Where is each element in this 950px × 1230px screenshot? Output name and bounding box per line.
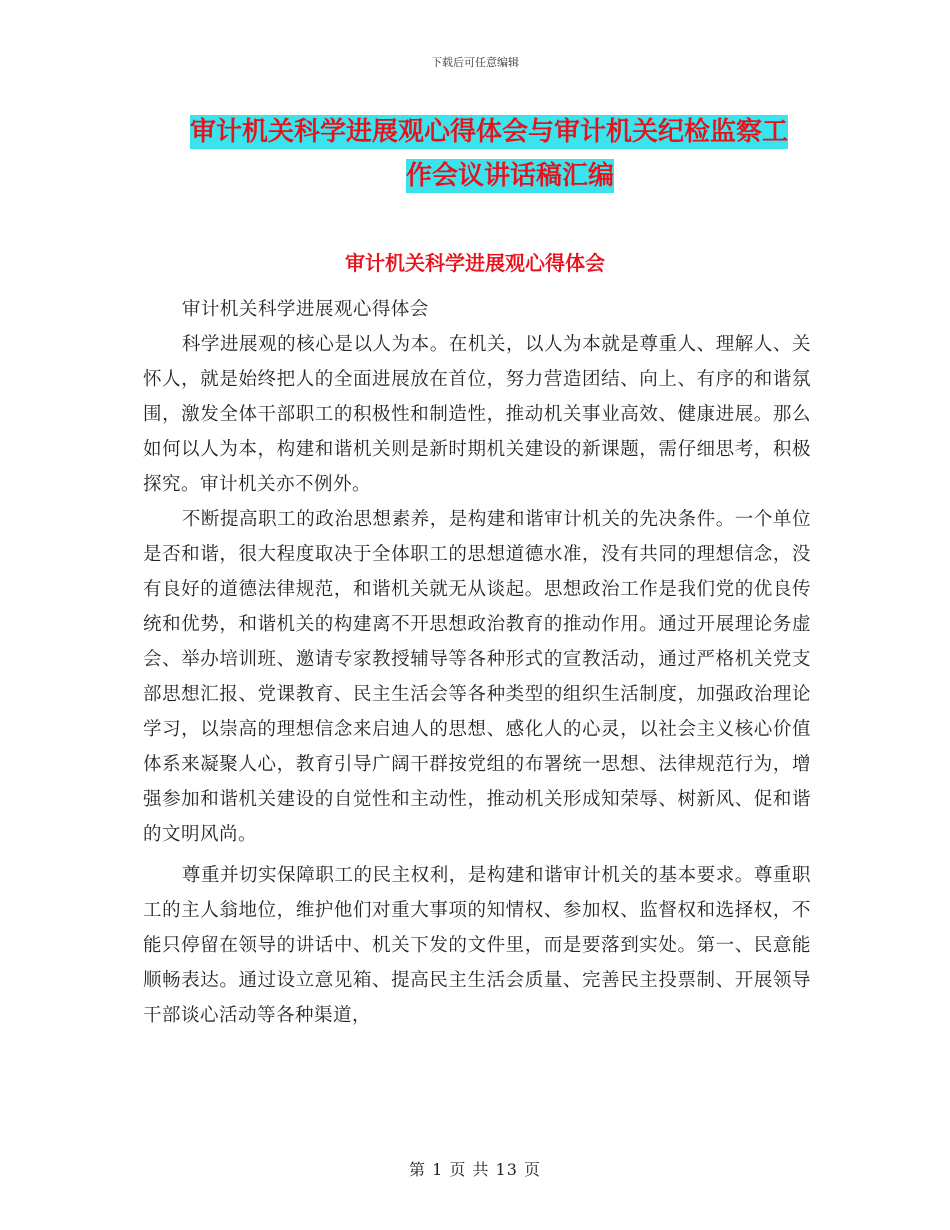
- paragraph-subtitle: 审计机关科学进展观心得体会: [181, 299, 429, 320]
- paragraph-1: 科学进展观的核心是以人为本。在机关，以人为本就是尊重人、理解人、关怀人，就是始终把人的全面进展放在首位，努力营造团结、向上、有序的和谐氛围，激发全体干部职工的积极性和制造性，推动机关事业高效、健康进展。那么如何以人为本，构建和谐机关则是新时期机关建设的新课题，需仔细思考，积极探究。审计机关亦不例外。: [143, 334, 811, 495]
- page-number-footer: 第 1 页 共 13 页: [409, 1160, 541, 1179]
- paragraph-2: 不断提高职工的政治思想素养，是构建和谐审计机关的先决条件。一个单位是否和谐，很大程度取决于全体职工的思想道德水准，没有共同的理想信念，没有良好的道德法律规范，和谐机关就无从谈起。思想政治工作是我们党的优良传统和优势，和谐机关的构建离不开思想政治教育的推动作用。通过开展理论务虚会、举办培训班、邀请专家教授辅导等各种形式的宣教活动，通过严格机关党支部思想汇报、党课教育、民主生活会等各种类型的组织生活制度，加强政治理论学习，以崇高的理想信念来启迪人的思想、感化人的心灵，以社会主义核心价值体系来凝聚人心，教育引导广阔干群按党组的布署统一思想、法律规范行为，增强参加和谐机关建设的自觉性和主动性，推动机关形成知荣辱、树新风、促和谐的文明风尚。: [143, 509, 811, 845]
- document-body: [143, 292, 811, 1033]
- document-title-line-1: 审计机关科学进展观心得体会与审计机关纪检监察工: [190, 117, 789, 147]
- document-title-line-2: 作会议讲话稿汇编: [405, 161, 614, 191]
- paragraph-3: 尊重并切实保障职工的民主权利，是构建和谐审计机关的基本要求。尊重职工的主人翁地位，维护他们对重大事项的知情权、参加权、监督权和选择权，不能只停留在领导的讲话中、机关下发的文件里，而是要落到实处。第一、民意能顺畅表达。通过设立意见箱、提高民主生活会质量、完善民主投票制、开展领导干部谈心活动等各种渠道，: [143, 865, 811, 1026]
- page-header-note: 下载后可任意编辑: [431, 56, 519, 69]
- document-title: [190, 110, 830, 198]
- section-heading: 审计机关科学进展观心得体会: [345, 251, 605, 275]
